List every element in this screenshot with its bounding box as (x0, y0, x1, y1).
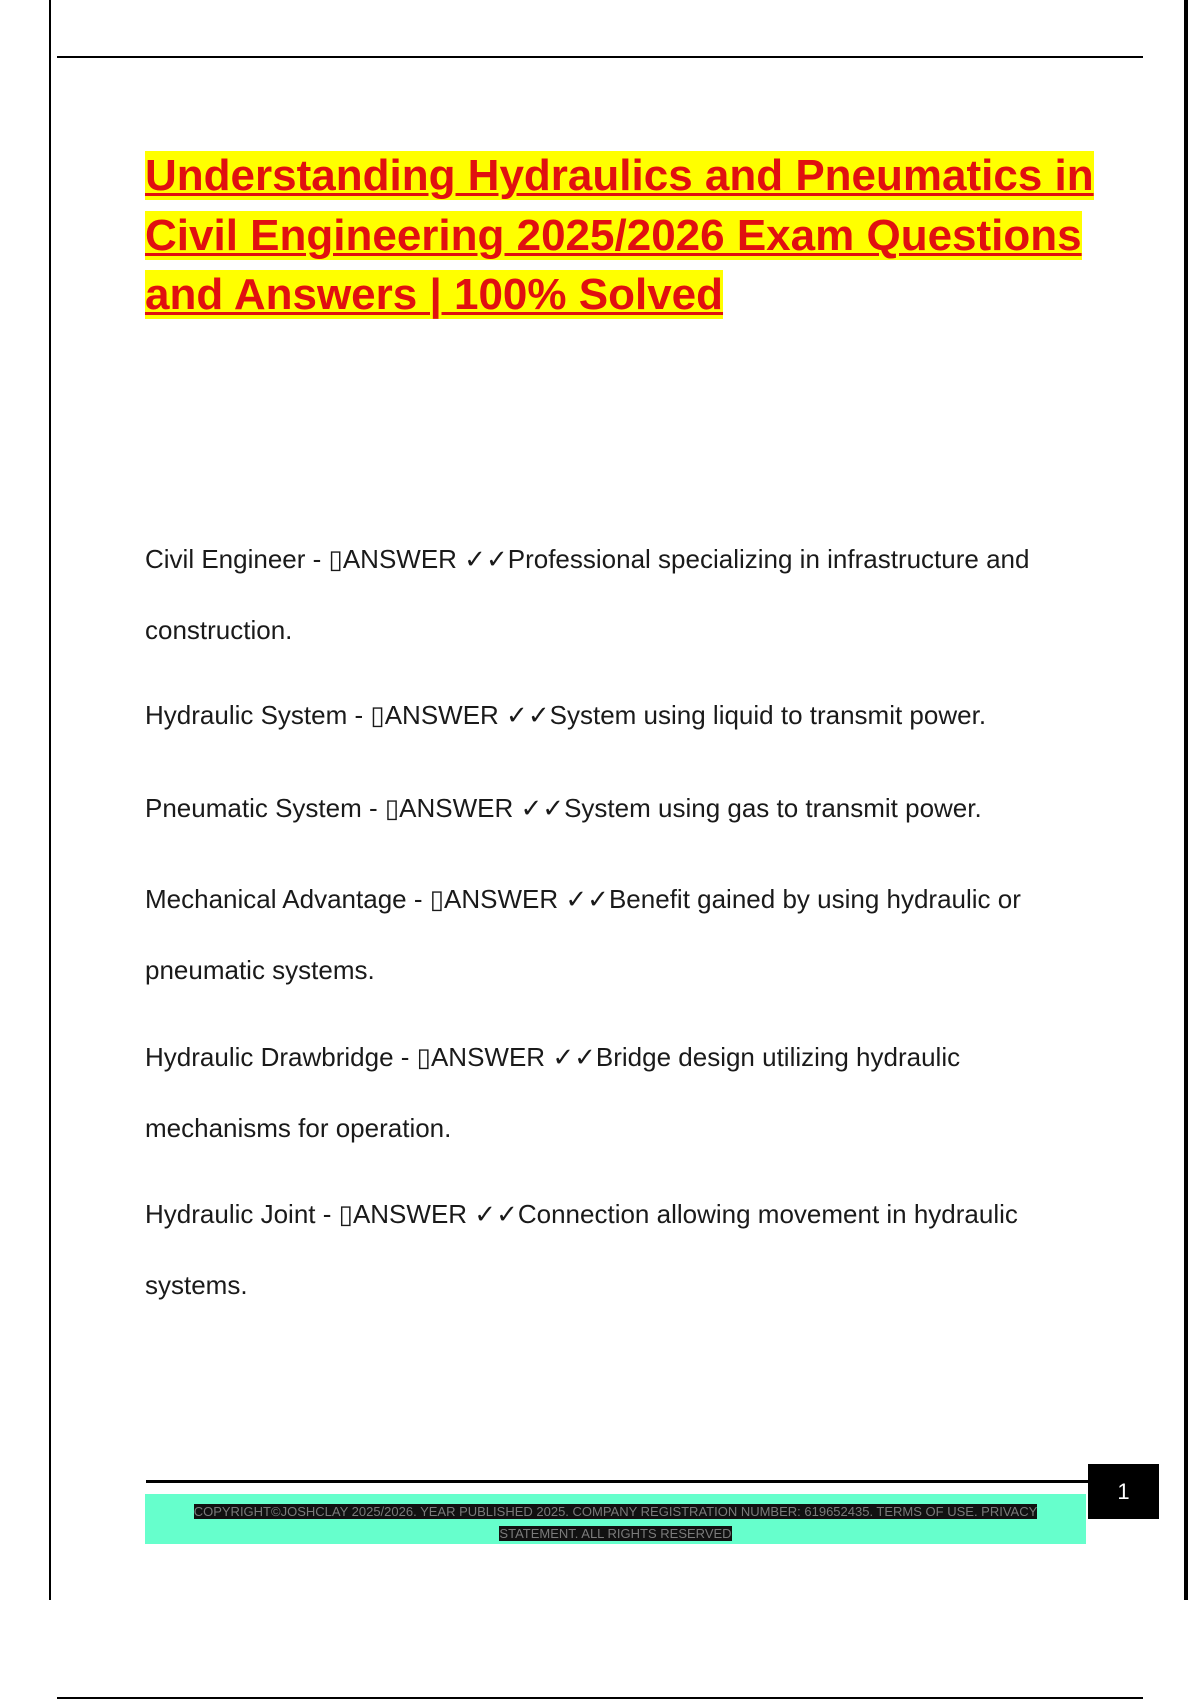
qa-entry-hydraulic-joint (145, 1179, 1095, 1321)
next-page-rule (57, 1697, 1143, 1699)
qa-entry-pneumatic-system (145, 773, 1095, 844)
qa-separator: - ▯ (406, 884, 445, 914)
qa-entry-hydraulic-drawbridge (145, 1022, 1095, 1164)
qa-separator: - ▯ (393, 1042, 431, 1072)
qa-separator: - ▯ (361, 793, 400, 823)
qa-definition: Connection allowing movement in hydraulic systems. (145, 1199, 1018, 1300)
qa-answer-label: ANSWER (430, 1042, 553, 1072)
check-icon: ✓✓ (464, 544, 508, 574)
page-border-left (49, 0, 51, 1600)
check-icon: ✓✓ (565, 884, 609, 914)
footer-copyright (176, 1501, 1056, 1545)
qa-entry-mechanical-advantage (145, 864, 1095, 1006)
footer-rule (146, 1480, 1088, 1483)
qa-separator: - ▯ (315, 1199, 353, 1229)
qa-definition: Bridge design utilizing hydraulic mechanisms for operation. (145, 1042, 961, 1143)
header-rule (57, 56, 1143, 58)
qa-term: Pneumatic System (145, 793, 362, 823)
footer-copyright-band (145, 1494, 1086, 1544)
qa-answer-label: ANSWER (384, 700, 507, 730)
qa-definition: System using gas to transmit power. (564, 793, 982, 823)
qa-separator: - ▯ (347, 700, 385, 730)
check-icon: ✓✓ (506, 700, 550, 730)
page-number: 1 (1088, 1464, 1159, 1519)
qa-entry-civil-engineer (145, 524, 1095, 666)
qa-separator: - ▯ (305, 544, 343, 574)
qa-term: Civil Engineer (145, 544, 306, 574)
qa-answer-label: ANSWER (399, 793, 521, 823)
qa-answer-label: ANSWER (444, 884, 566, 914)
page-border-right (1184, 0, 1188, 1600)
check-icon: ✓✓ (474, 1199, 518, 1229)
qa-entry-hydraulic-system (145, 680, 1095, 751)
qa-term: Hydraulic System (145, 700, 348, 730)
qa-term: Hydraulic Drawbridge (145, 1042, 394, 1072)
check-icon: ✓✓ (552, 1042, 596, 1072)
check-icon: ✓✓ (520, 793, 565, 823)
footer-copyright-text: COPYRIGHT©JOSHCLAY 2025/2026. YEAR PUBLISHED 2025. COMPANY REGISTRATION NUMBER: 619652435. TERMS OF USE. PRIVACY STATEMENT. ALL RIGHTS RESERVED (193, 1504, 1038, 1541)
document-title-text: Understanding Hydraulics and Pneumatics in Civil Engineering 2025/2026 Exam Questions and Answers | 100% Solved (145, 151, 1094, 319)
qa-answer-label: ANSWER (342, 544, 465, 574)
qa-term: Hydraulic Joint (145, 1199, 316, 1229)
qa-definition: Benefit gained by using hydraulic or pneumatic systems. (145, 884, 1021, 985)
qa-definition: System using liquid to transmit power. (549, 700, 987, 730)
qa-term: Mechanical Advantage (145, 884, 407, 914)
qa-answer-label: ANSWER (352, 1199, 475, 1229)
document-title (145, 146, 1095, 325)
qa-definition: Professional specializing in infrastructure and construction. (145, 544, 1030, 645)
